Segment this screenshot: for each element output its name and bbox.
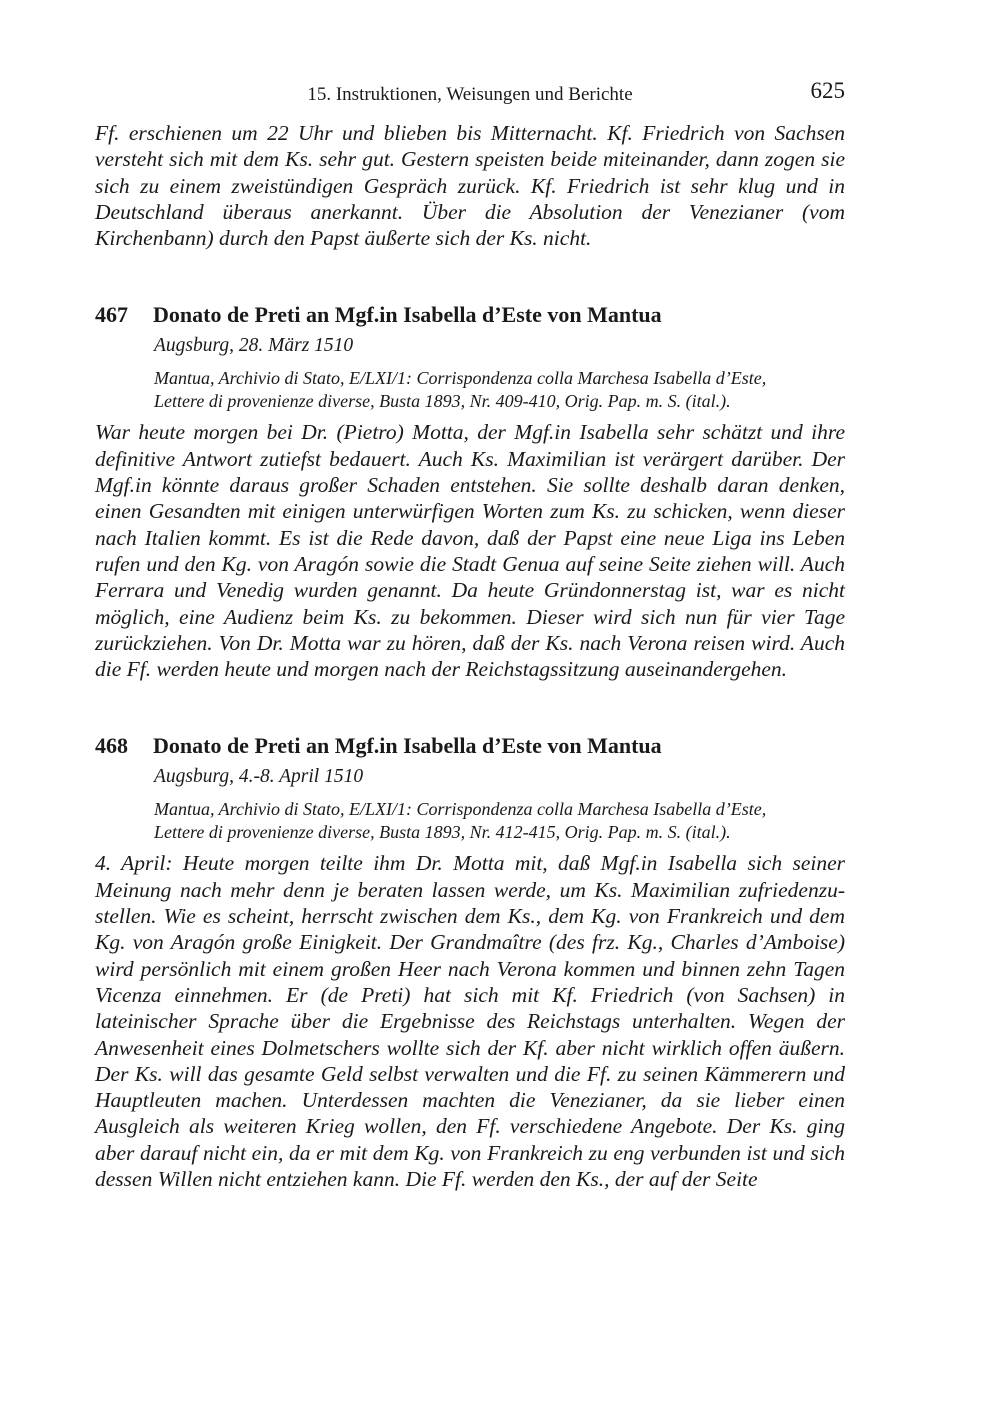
entry-heading bbox=[95, 732, 845, 760]
entry-source bbox=[154, 367, 845, 413]
entry-heading bbox=[95, 301, 845, 329]
entry-title: Donato de Preti an Mgf.in Isabella d’Este von Mantua bbox=[153, 302, 662, 328]
running-head bbox=[95, 78, 845, 108]
entry-source-line: Mantua, Archivio di Stato, E/LXI/1: Corrispondenza colla Marchesa Isabella d’Este, bbox=[154, 368, 767, 389]
intro-paragraph: Ff. erschienen um 22 Uhr und blieben bis Mitternacht. Kf. Friedrich von Sachsen versteht sich mit dem Ks. sehr gut. Gestern speisten beide miteinander, dann zogen sie sich zu einem zweistündigen Gespräch zurück. Kf. Friedrich ist sehr klug und in Deutschland überaus anerkannt. Über die Absolution der Venezianer (vom Kirchenbann) durch den Papst äußerte sich der Ks. nicht. bbox=[95, 121, 845, 251]
entry-source-line: Mantua, Archivio di Stato, E/LXI/1: Corrispondenza colla Marchesa Isabella d’Este, bbox=[154, 799, 767, 820]
page-number: 625 bbox=[810, 78, 845, 103]
entry-meta bbox=[154, 764, 845, 844]
entry-source-line: Lettere di provenienze diverse, Busta 1893, Nr. 412-415, Orig. Pap. m. S. (ital.). bbox=[154, 822, 731, 843]
page-content bbox=[95, 120, 845, 1192]
running-title: 15. Instruktionen, Weisungen und Berichte bbox=[307, 84, 633, 105]
entry-source-line: Lettere di provenienze diverse, Busta 1893, Nr. 409-410, Orig. Pap. m. S. (ital.). bbox=[154, 391, 731, 412]
entry-title: Donato de Preti an Mgf.in Isabella d’Este von Mantua bbox=[153, 733, 662, 759]
entry-text: 4. April: Heute morgen teilte ihm Dr. Motta mit, daß Mgf.in Isabella sich seiner Meinung nach mehr denn je beraten lassen werde, um Ks. Maximilian zufriedenzu-stellen. Wie es scheint, herrscht zwischen dem Ks., dem Kg. von Frankreich und dem Kg. von Aragón große Einigkeit. Der Grandmaître (des frz. Kg., Charles d’Amboise) wird persönlich mit einem großen Heer nach Verona kommen und binnen zehn Tagen Vicenza einnehmen. Er (de Preti) hat sich mit Kf. Friedrich (von Sachsen) in lateinischer Sprache über die Ergebnisse des Reichstags unterhalten. Wegen der Anwesenheit eines Dolmetschers wollte sich der Kf. aber nicht wirklich offen äußern. Der Ks. will das gesamte Geld selbst verwalten und die Ff. zu seinen Kämmerern und Hauptleuten machen. Unterdessen machten die Venezianer, da sie lieber einen Ausgleich als weiteren Krieg wollen, den Ff. verschiedene Angebote. Der Ks. ging aber darauf nicht ein, da er mit dem Kg. von Frankreich zu eng verbunden ist und sich dessen Willen nicht entziehen kann. Die Ff. werden den Ks., der auf der Seite bbox=[95, 851, 845, 1192]
entry-text: War heute morgen bei Dr. (Pietro) Motta, der Mgf.in Isabella sehr schätzt und ihre definitive Antwort zutiefst bedauert. Auch Ks. Maximilian ist verärgert darüber. Der Mgf.in könnte daraus großer Schaden entstehen. Sie sollte deshalb daran denken, einen Gesandten mit einigen unterwürfigen Worten zum Ks. zu schicken, wenn dieser nach Italien kommt. Es ist die Rede davon, daß der Papst eine neue Liga ins Leben rufen und den Kg. von Aragón sowie die Stadt Genua auf seine Seite ziehen will. Auch Ferrara und Venedig wurden genannt. Da heute Gründonnerstag ist, war es nicht möglich, eine Audienz beim Ks. zu bekommen. Dieser wird sich nun für vier Tage zurückziehen. Von Dr. Motta war zu hören, daß der Ks. nach Verona reisen wird. Auch die Ff. werden heute und morgen nach der Reichstagssitzung auseinandergehen. bbox=[95, 420, 845, 682]
document-entry-467 bbox=[95, 301, 845, 682]
entry-source bbox=[154, 798, 845, 844]
entry-number: 467 bbox=[95, 302, 128, 328]
entry-place-date: Augsburg, 28. März 1510 bbox=[154, 335, 354, 357]
entry-number: 468 bbox=[95, 733, 128, 759]
entry-meta bbox=[154, 333, 845, 413]
document-entry-468 bbox=[95, 732, 845, 1192]
entry-place-date: Augsburg, 4.-8. April 1510 bbox=[154, 766, 364, 788]
